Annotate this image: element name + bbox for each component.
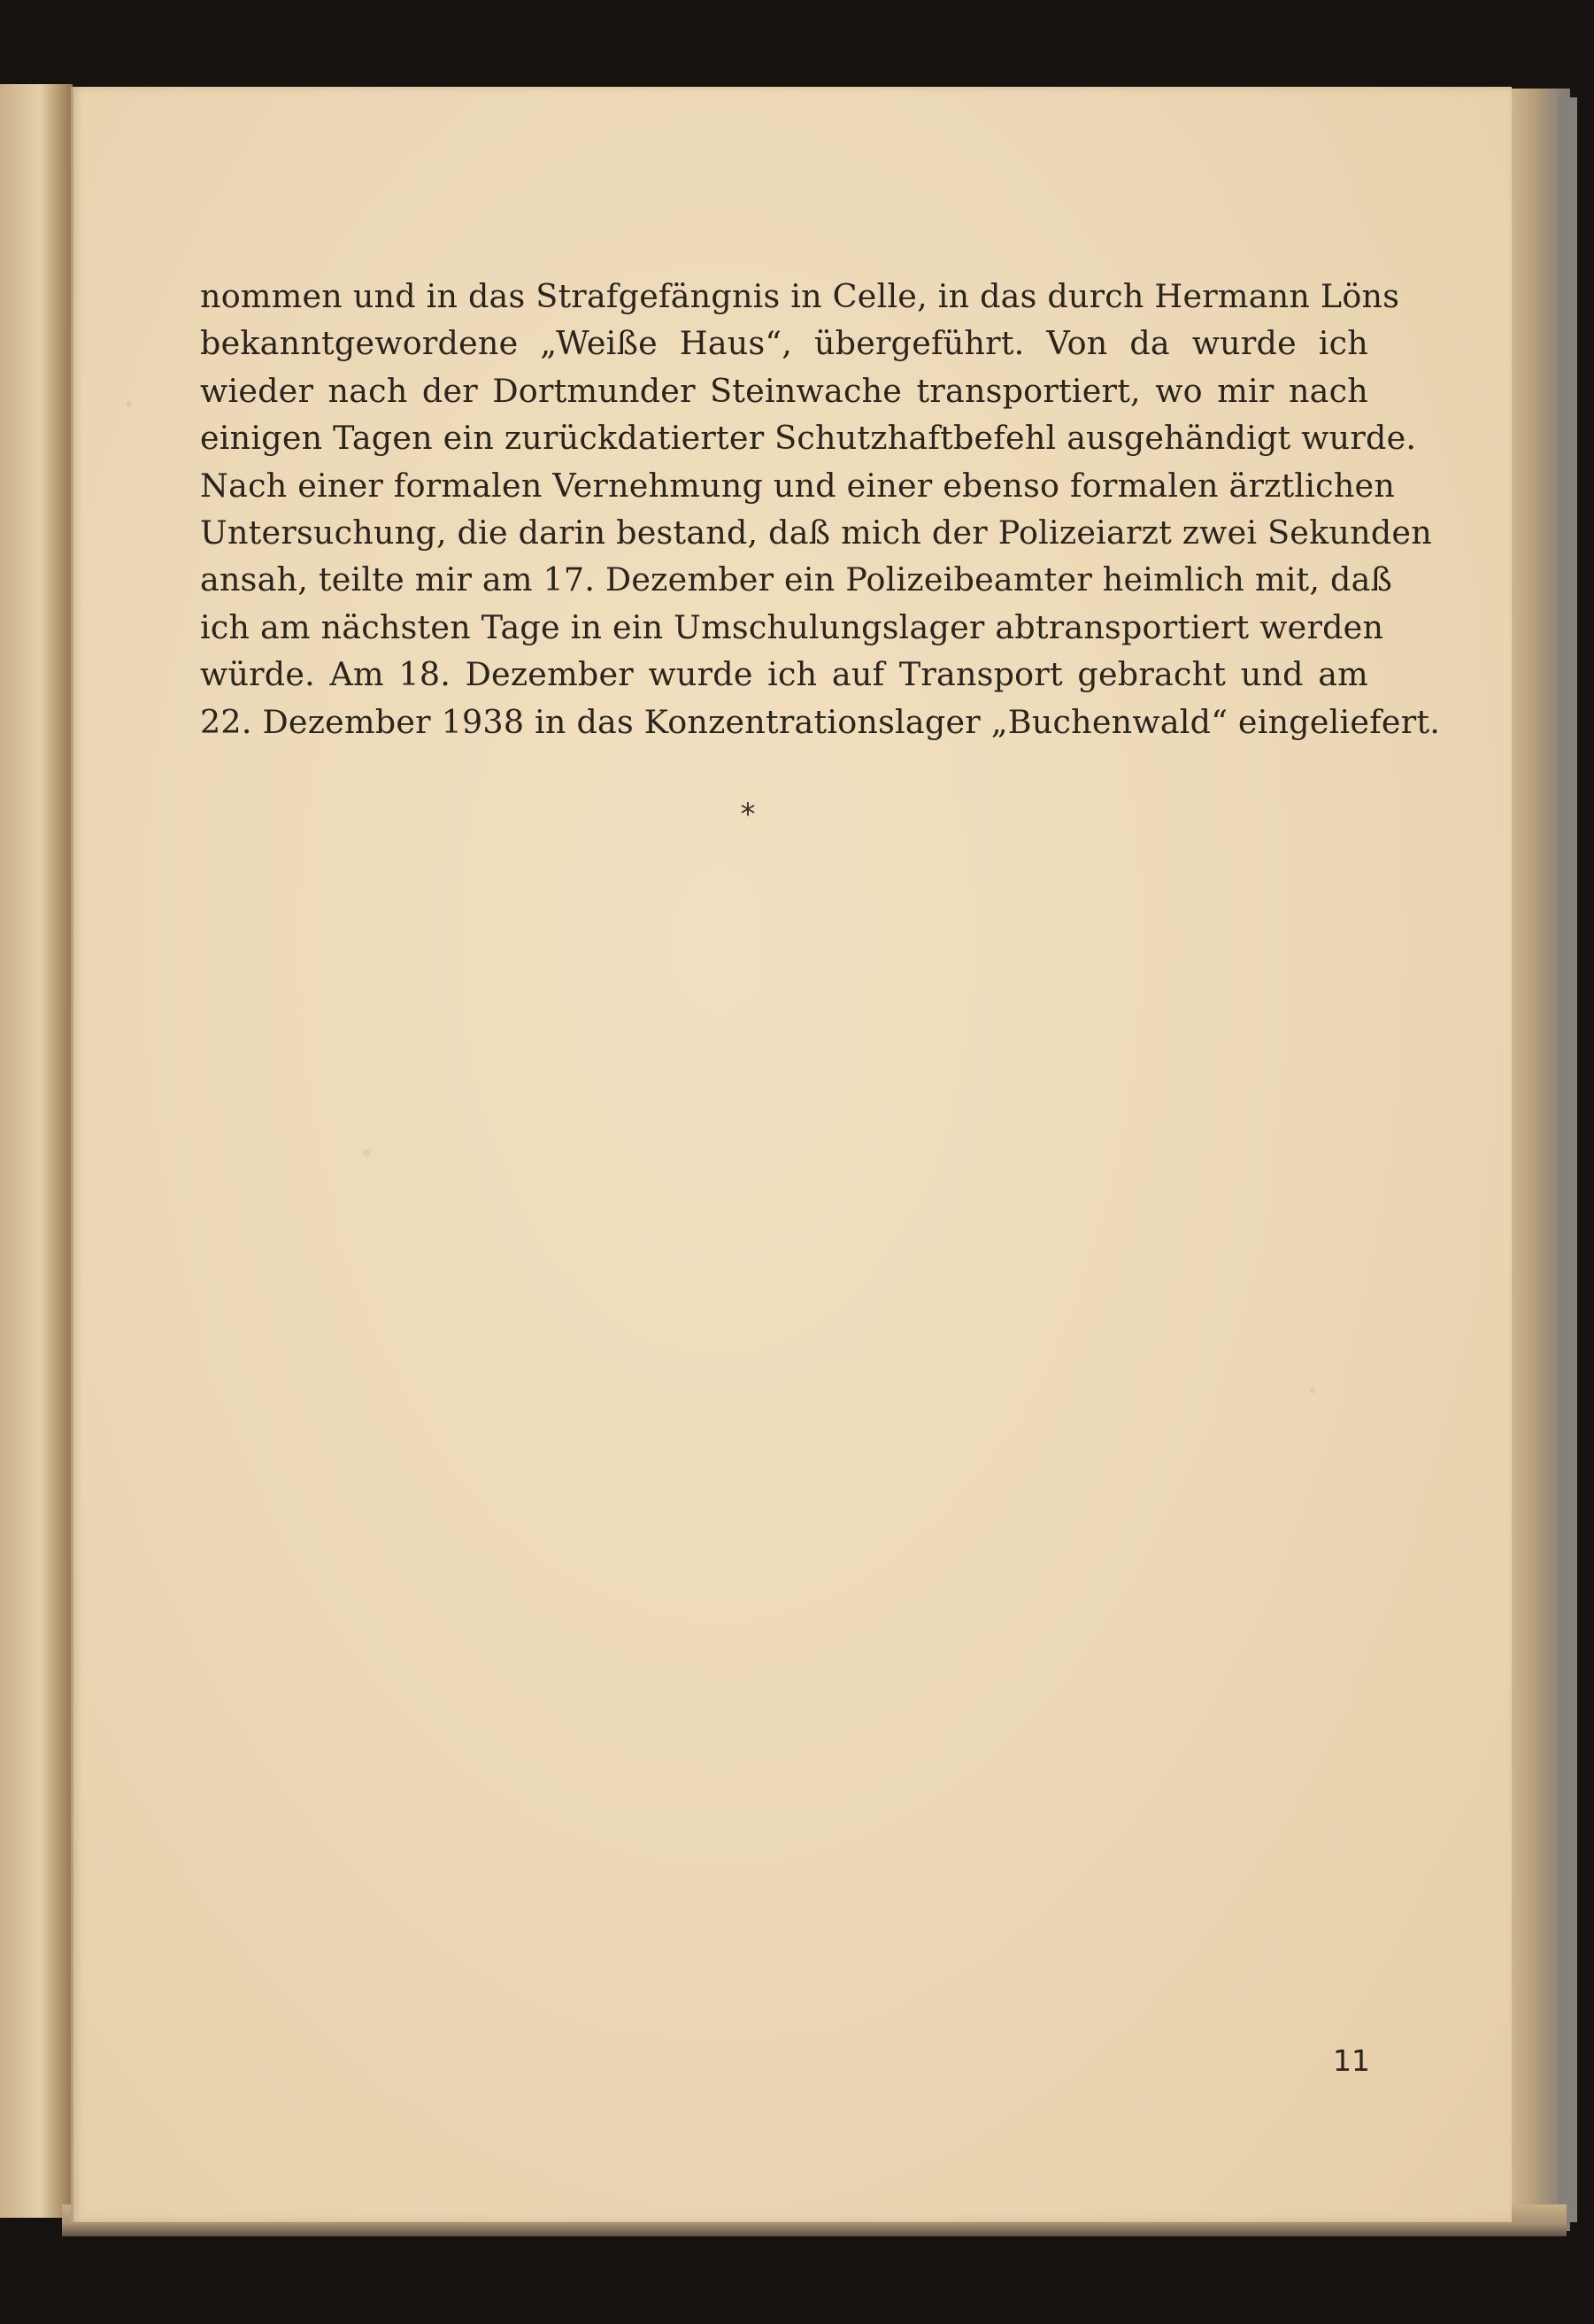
- text-line-2: bekanntgewordene „Weiße Haus“, übergeführt. Von da wurde ich: [200, 324, 1368, 363]
- text-line-1: nommen und in das Strafgefängnis in Celle, in das durch Hermann Löns: [200, 277, 1400, 315]
- body-paragraph: [200, 273, 1441, 745]
- facing-page-edge: [0, 84, 73, 2218]
- page-number: 11: [1333, 2043, 1370, 2078]
- text-line-4: einigen Tagen ein zurückdatierter Schutzhaftbefehl ausgehändigt wurde.: [200, 419, 1417, 458]
- paper-speck: [126, 401, 132, 407]
- book-cover-edge: [1558, 97, 1577, 2222]
- book-page: [71, 87, 1512, 2222]
- paper-speck: [363, 1149, 370, 1156]
- text-line-3: wieder nach der Dortmunder Steinwache transportiert, wo mir nach: [200, 371, 1368, 410]
- section-break-asterisk: *: [740, 797, 756, 832]
- text-line-6: Untersuchung, die darin bestand, daß mich der Polizeiarzt zwei Sekunden: [200, 513, 1432, 552]
- text-line-9: würde. Am 18. Dezember wurde ich auf Transport gebracht und am: [200, 655, 1368, 694]
- paper-speck: [1310, 1388, 1315, 1394]
- text-line-5: Nach einer formalen Vernehmung und einer ebenso formalen ärztlichen: [200, 466, 1396, 505]
- text-line-10: 22. Dezember 1938 in das Konzentrationslager „Buchenwald“ eingeliefert.: [200, 702, 1441, 741]
- gutter-line: [71, 87, 73, 2222]
- text-line-7: ansah, teilte mir am 17. Dezember ein Polizeibeamter heimlich mit, daß: [200, 560, 1393, 599]
- text-line-8: ich am nächsten Tage in ein Umschulungslager abtransportiert werden: [200, 607, 1384, 646]
